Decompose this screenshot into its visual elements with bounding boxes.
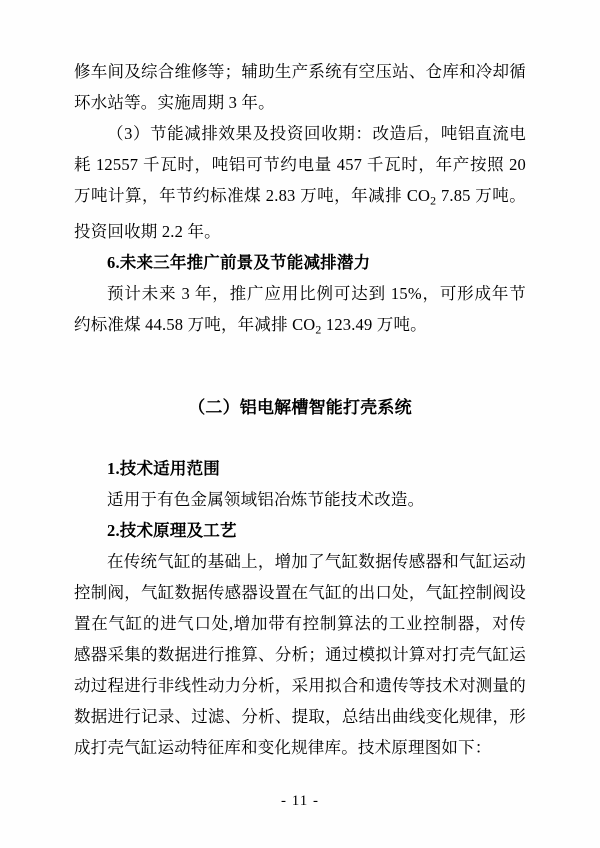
co2-subscript: 2 bbox=[315, 322, 322, 337]
section-title-smart-crust-breaking: （二）铝电解槽智能打壳系统 bbox=[188, 397, 412, 417]
heading-technical-principle: 2.技术原理及工艺 bbox=[107, 520, 237, 540]
page-number-footer: - 11 - bbox=[281, 793, 319, 809]
paragraph-text-after-sub: 7.85 万吨。投资回收期 2.2 年。 bbox=[74, 186, 526, 242]
heading-application-scope: 1.技术适用范围 bbox=[107, 458, 220, 478]
section-spacer bbox=[74, 346, 526, 392]
paragraph-application-scope: 适用于有色金属领域铝冶炼节能技术改造。 bbox=[107, 489, 425, 509]
paragraph-energy-saving-effect bbox=[74, 118, 526, 247]
document-body bbox=[74, 56, 526, 763]
heading-promotion-prospect: 6.未来三年推广前景及节能减排潜力 bbox=[107, 253, 371, 273]
co2-subscript: 2 bbox=[430, 193, 437, 208]
paragraph-text-after-sub: 123.49 万吨。 bbox=[321, 315, 427, 335]
paragraph-technical-principle: 在传统气缸的基础上，增加了气缸数据传感器和气缸运动控制阀，气缸数据传感器设置在气缸的出口处，气缸控制阀设置在气缸的进气口处,增加带有控制算法的工业控制器，对传感器采集的数据进行推算、分析；通过模拟计算对打壳气缸运动过程进行非线性动力分析，采用拟合和遗传等技术对测量的数据进行记录、过滤、分析、提取，总结出曲线变化规律，形成打壳气缸运动特征库和变化规律库。技术原理图如下： bbox=[74, 551, 526, 757]
paragraph-text-before-sub: （3）节能减排效果及投资回收期：改造后，吨铝直流电耗 12557 千瓦时，吨铝可节约电量 457 千瓦时，年产按照 20 万吨计算，年节约标准煤 2.83 万吨，年减排 CO bbox=[74, 124, 526, 205]
title-spacer bbox=[74, 423, 526, 453]
paragraph-text-before-sub: 预计未来 3 年，推广应用比例可达到 15%，可形成年节约标准煤 44.58 万吨，年减排 CO bbox=[74, 284, 526, 335]
paragraph-promotion-forecast bbox=[74, 278, 526, 345]
paragraph-continuation: 修车间及综合维修等；辅助生产系统有空压站、仓库和冷却循环水站等。实施周期 3 年。 bbox=[74, 62, 526, 112]
